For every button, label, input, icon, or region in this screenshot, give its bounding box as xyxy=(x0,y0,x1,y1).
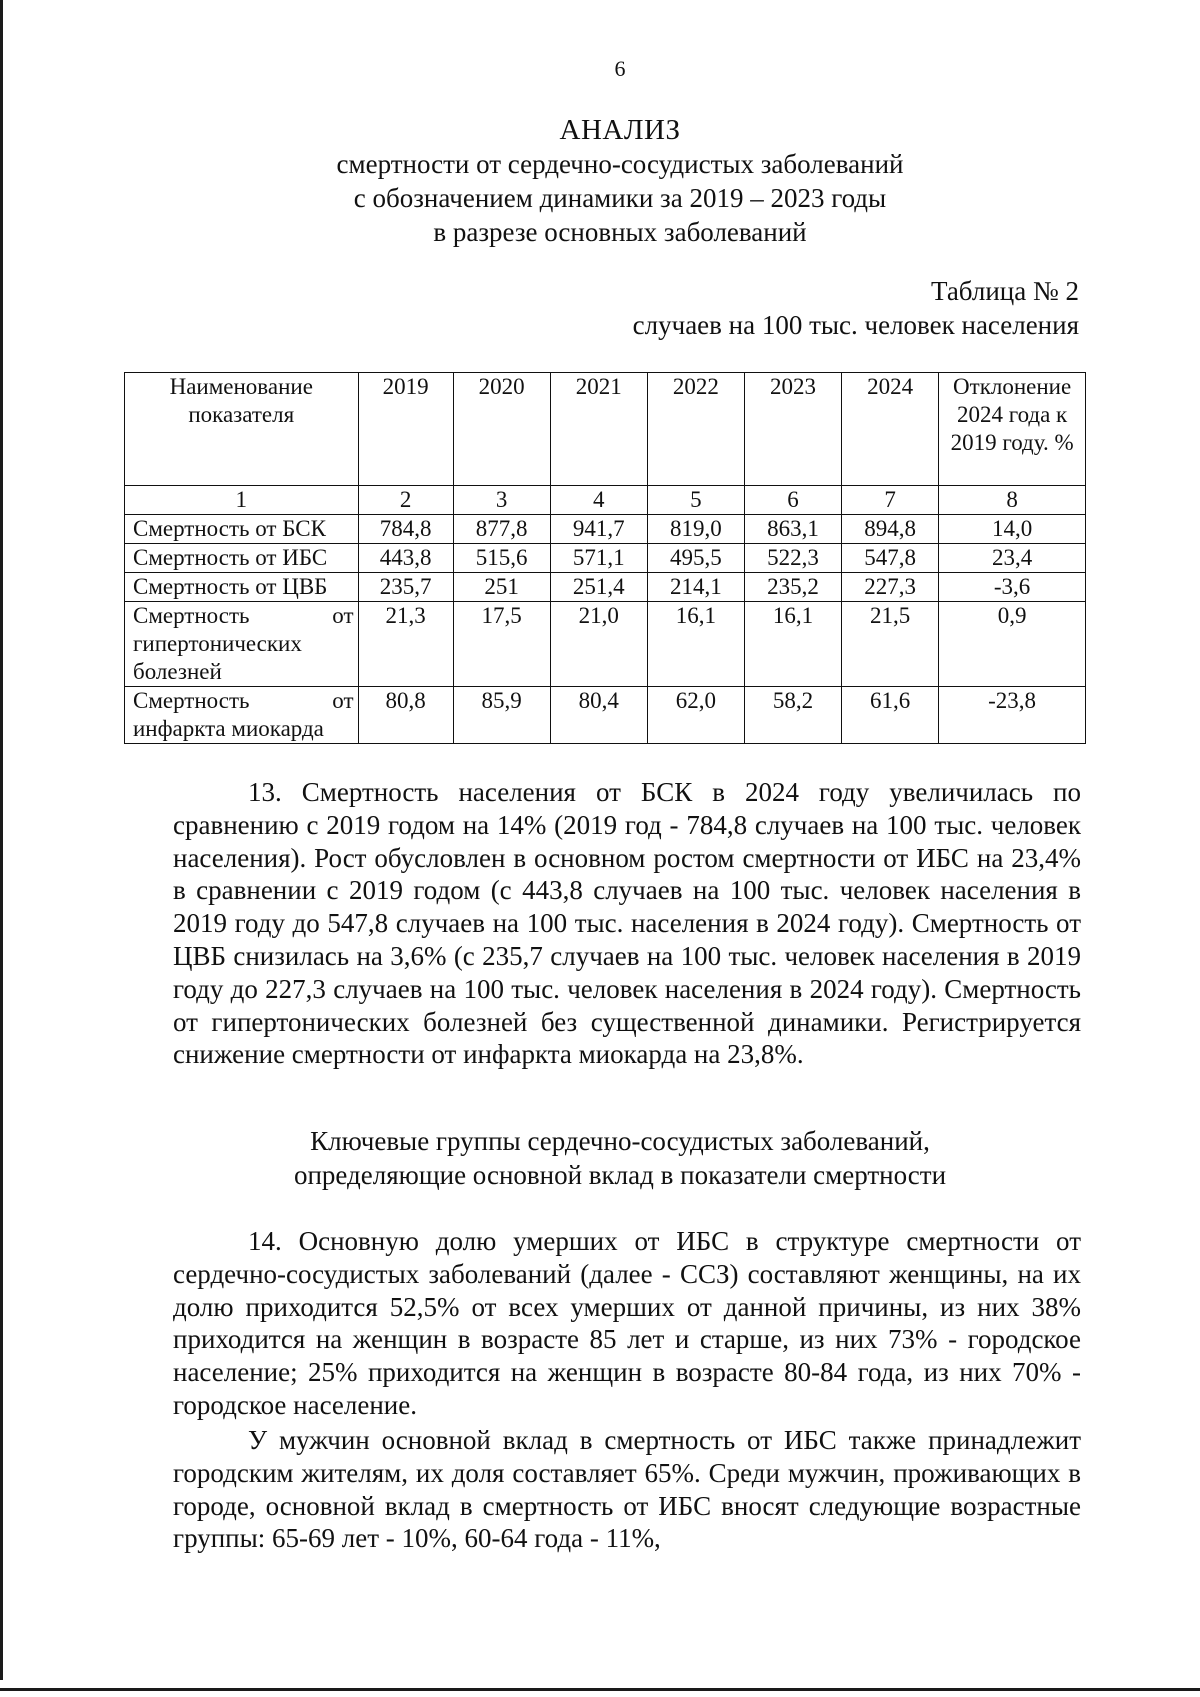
table-index-row xyxy=(125,486,1086,515)
table-cell: 877,8 xyxy=(453,515,550,544)
mortality-table xyxy=(124,372,1086,744)
table-cell: 58,2 xyxy=(744,687,841,744)
table-cell: 85,9 xyxy=(453,687,550,744)
table-cell: 80,4 xyxy=(550,687,647,744)
index-cell: 5 xyxy=(647,486,744,515)
table-cell: 17,5 xyxy=(453,602,550,687)
row-name: Смертность от ИБС xyxy=(125,544,359,573)
table-cell: 863,1 xyxy=(744,515,841,544)
scan-border-left xyxy=(0,0,3,1680)
table-cell: 21,5 xyxy=(842,602,939,687)
scan-border-bottom xyxy=(0,1688,1200,1691)
index-cell: 1 xyxy=(125,486,359,515)
table-cell: 235,2 xyxy=(744,573,841,602)
section-heading-line-2: определяющие основной вклад в показатели смертности xyxy=(293,1160,947,1190)
table-cell: 894,8 xyxy=(842,515,939,544)
header-deviation: Отклонение 2024 года к 2019 году. % xyxy=(939,373,1086,486)
table-cell: 522,3 xyxy=(744,544,841,573)
table-header-row xyxy=(125,373,1086,486)
table-cell: 784,8 xyxy=(358,515,453,544)
table-row-cvb xyxy=(125,573,1086,602)
table-cell: 235,7 xyxy=(358,573,453,602)
table-cell: 547,8 xyxy=(842,544,939,573)
section-heading-line-1: Ключевые группы сердечно-сосудистых заболеваний, xyxy=(310,1126,930,1156)
table-caption xyxy=(633,274,1079,342)
table-row-hypertensive xyxy=(125,602,1086,687)
index-cell: 3 xyxy=(453,486,550,515)
header-year-2022: 2022 xyxy=(647,373,744,486)
section-heading xyxy=(0,1124,1200,1192)
table-cell: 21,3 xyxy=(358,602,453,687)
table-cell: 16,1 xyxy=(744,602,841,687)
table-cell: 515,6 xyxy=(453,544,550,573)
header-year-2024: 2024 xyxy=(842,373,939,486)
row-name-word: от xyxy=(332,603,354,628)
table-cell: 23,4 xyxy=(939,544,1086,573)
table-cell: -3,6 xyxy=(939,573,1086,602)
title-heading: АНАЛИЗ xyxy=(559,114,681,146)
title-line-4: в разрезе основных заболеваний xyxy=(433,217,807,247)
paragraph-14 xyxy=(173,1225,1081,1422)
table-row-ibs xyxy=(125,544,1086,573)
table-cell: 251 xyxy=(453,573,550,602)
table-cell: -23,8 xyxy=(939,687,1086,744)
document-title xyxy=(0,113,1200,249)
table-row-bsk xyxy=(125,515,1086,544)
row-name xyxy=(125,602,359,687)
table-cell: 80,8 xyxy=(358,687,453,744)
row-name-word: от xyxy=(332,688,354,713)
index-cell: 7 xyxy=(842,486,939,515)
table-cell: 214,1 xyxy=(647,573,744,602)
index-cell: 6 xyxy=(744,486,841,515)
row-name xyxy=(125,687,359,744)
header-year-2019: 2019 xyxy=(358,373,453,486)
table-cell: 819,0 xyxy=(647,515,744,544)
table-cell: 443,8 xyxy=(358,544,453,573)
table-cell: 227,3 xyxy=(842,573,939,602)
row-name-word: Смертность xyxy=(133,688,250,713)
table-row-myocardial xyxy=(125,687,1086,744)
table-cell: 571,1 xyxy=(550,544,647,573)
table-cell: 62,0 xyxy=(647,687,744,744)
header-year-2023: 2023 xyxy=(744,373,841,486)
table-cell: 21,0 xyxy=(550,602,647,687)
table-cell: 251,4 xyxy=(550,573,647,602)
table-cell: 16,1 xyxy=(647,602,744,687)
index-cell: 8 xyxy=(939,486,1086,515)
row-name: Смертность от ЦВБ xyxy=(125,573,359,602)
row-name-rest: инфаркта миокарда xyxy=(133,716,324,741)
table-cell: 941,7 xyxy=(550,515,647,544)
table-units: случаев на 100 тыс. человек населения xyxy=(632,310,1079,340)
index-cell: 2 xyxy=(358,486,453,515)
index-cell: 4 xyxy=(550,486,647,515)
table-cell: 495,5 xyxy=(647,544,744,573)
paragraph-15-text: У мужчин основной вклад в смертность от ИБС также принадлежит городским жителям, их доля составляет 65%. Среди мужчин, проживающих в городе, основной вклад в смертность от ИБС вносят следующие возрастные группы: 65-69 лет - 10%, 60-64 года - 11%, xyxy=(173,1425,1081,1554)
header-year-2020: 2020 xyxy=(453,373,550,486)
table-number: Таблица № 2 xyxy=(931,276,1079,306)
header-indicator-name: Наименование показателя xyxy=(125,373,359,486)
title-line-2: смертности от сердечно-сосудистых заболеваний xyxy=(336,149,904,179)
header-year-2021: 2021 xyxy=(550,373,647,486)
paragraph-13 xyxy=(173,776,1081,1071)
paragraph-14-text: 14. Основную долю умерших от ИБС в структуре смертности от сердечно-сосудистых заболеваний (далее - ССЗ) составляют женщины, на их долю приходится 52,5% от всех умерших от данной причины, из них 38% приходится на женщин в возрасте 85 лет и старше, из них 73% - городское население; 25% приходится на женщин в возрасте 80-84 года, из них 70% - городское население. xyxy=(173,1226,1081,1420)
row-name-word: Смертность xyxy=(133,603,250,628)
table-cell: 0,9 xyxy=(939,602,1086,687)
paragraph-13-text: 13. Смертность населения от БСК в 2024 году увеличилась по сравнению с 2019 годом на 14% (2019 год - 784,8 случаев на 100 тыс. человек населения). Рост обусловлен в основном ростом смертности от ИБС на 23,4% в сравнении с 2019 годом (с 443,8 случаев на 100 тыс. человек населения в 2019 году до 547,8 случаев на 100 тыс. населения в 2024 году). Смертность от ЦВБ снизилась на 3,6% (с 235,7 случаев на 100 тыс. человек населения в 2019 году до 227,3 случаев на 100 тыс. человек населения в 2024 году). Смертность от гипертонических болезней без существенной динамики. Регистрируется снижение смертности от инфаркта миокарда на 23,8%. xyxy=(173,777,1081,1070)
paragraph-15 xyxy=(173,1424,1081,1555)
table-cell: 14,0 xyxy=(939,515,1086,544)
row-name-rest: гипертонических болезней xyxy=(133,631,302,684)
table-cell: 61,6 xyxy=(842,687,939,744)
page-number: 6 xyxy=(614,56,626,81)
row-name: Смертность от БСК xyxy=(125,515,359,544)
title-line-3: с обозначением динамики за 2019 – 2023 годы xyxy=(353,183,887,213)
